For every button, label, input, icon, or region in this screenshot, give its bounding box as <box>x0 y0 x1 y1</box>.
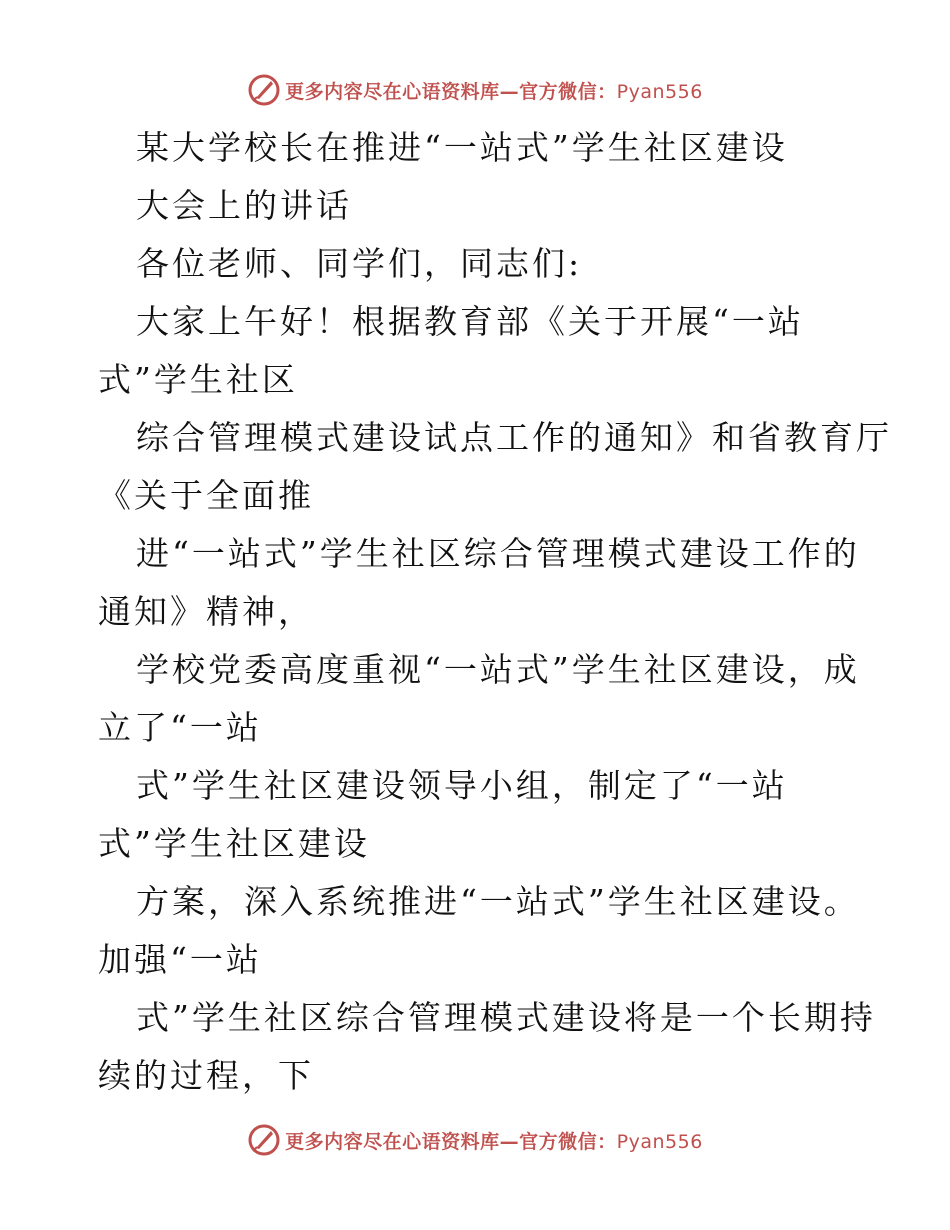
doc-line-4: 大家上午好！根据教育部《关于开展“一站 <box>136 302 804 341</box>
doc-line-6: 综合管理模式建设试点工作的通知》和省教育厅 <box>136 418 892 457</box>
doc-line-12: 式”学生社区建设领导小组，制定了“一站 <box>136 766 788 805</box>
doc-line-8: 进“一站式”学生社区综合管理模式建设工作的 <box>136 534 860 573</box>
doc-line-7: 《关于全面推 <box>98 476 314 515</box>
doc-line-17: 续的过程，下 <box>98 1056 314 1095</box>
watermark-text: 更多内容尽在心语资料库—官方微信：Pyan556 <box>285 80 703 103</box>
doc-line-13: 式”学生社区建设 <box>98 824 370 863</box>
doc-line-11: 立了“一站 <box>98 708 262 747</box>
watermark-handle: Pyan556 <box>616 80 703 103</box>
doc-line-10: 学校党委高度重视“一站式”学生社区建设，成 <box>136 650 860 689</box>
doc-line-5: 式”学生社区 <box>98 360 298 399</box>
doc-line-14: 方案，深入系统推进“一站式”学生社区建设。 <box>136 882 860 921</box>
doc-line-3: 各位老师、同学们，同志们: <box>136 244 583 283</box>
doc-line-16: 式”学生社区综合管理模式建设将是一个长期持 <box>136 998 876 1037</box>
doc-line-1: 某大学校长在推进“一站式”学生社区建设 <box>136 128 788 167</box>
watermark-text: 更多内容尽在心语资料库—官方微信：Pyan556 <box>285 1130 703 1153</box>
feather-pen-logo-icon <box>247 73 281 107</box>
watermark-banner-bottom <box>0 1120 950 1160</box>
watermark-banner-top <box>0 70 950 110</box>
watermark-handle: Pyan556 <box>616 1130 703 1153</box>
feather-pen-logo-icon <box>247 1123 281 1157</box>
doc-line-2: 大会上的讲话 <box>136 186 352 225</box>
doc-line-15: 加强“一站 <box>98 940 262 979</box>
doc-line-9: 通知》精神， <box>98 592 314 631</box>
